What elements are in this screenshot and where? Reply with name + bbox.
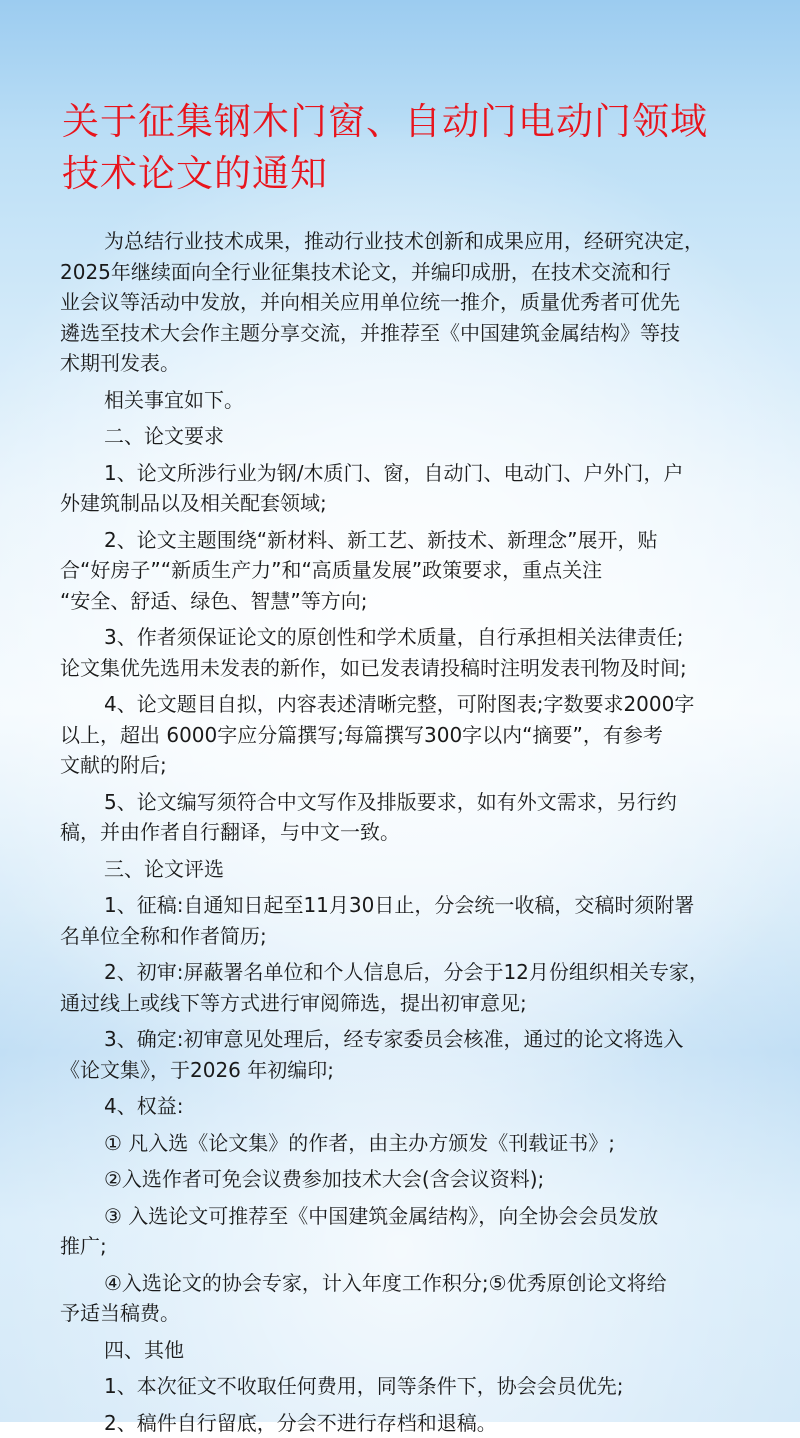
paragraph-line: 论文集优先选用未发表的新作，如已发表请投稿时注明发表刊物及时间; [60, 653, 760, 684]
paragraph-line: 2、稿件自行留底，分会不进行存档和退稿。 [60, 1408, 760, 1438]
paragraph-line: 推广; [60, 1231, 760, 1262]
body-paragraph [60, 890, 760, 951]
body-paragraph [60, 787, 760, 848]
body-paragraph [60, 525, 760, 617]
paragraph-line: 合“好房子”“新质生产力”和“高质量发展”政策要求，重点关注 [60, 555, 760, 586]
body-paragraph [60, 957, 760, 1018]
body-paragraph [60, 1091, 760, 1122]
paragraph-line: ④入选论文的协会专家，计入年度工作积分;⑤优秀原创论文将给 [60, 1268, 760, 1299]
body-paragraph [60, 458, 760, 519]
body-paragraph [60, 1164, 760, 1195]
paragraph-line: 1、征稿:自通知日起至11月30日止，分会统一收稿，交稿时须附署 [60, 890, 760, 921]
body-paragraph [60, 1335, 760, 1366]
body-paragraph [60, 1024, 760, 1085]
paragraph-line: 为总结行业技术成果，推动行业技术创新和成果应用，经研究决定， [60, 226, 760, 257]
paragraph-line: 5、论文编写须符合中文写作及排版要求，如有外文需求，另行约 [60, 787, 760, 818]
body-paragraph [60, 1201, 760, 1262]
paragraph-line: 2、论文主题围绕“新材料、新工艺、新技术、新理念”展开，贴 [60, 525, 760, 556]
paragraph-line: 通过线上或线下等方式进行审阅筛选，提出初审意见; [60, 988, 760, 1019]
paragraph-line: 3、确定:初审意见处理后，经专家委员会核准，通过的论文将选入 [60, 1024, 760, 1055]
paragraph-line: 名单位全称和作者简历; [60, 921, 760, 952]
paragraph-line: 4、论文题目自拟，内容表述清晰完整，可附图表;字数要求2000字 [60, 689, 760, 720]
body-paragraph [60, 854, 760, 885]
notice-body [60, 226, 760, 1438]
title-line: 关于征集钢木门窗、自动门电动门领域 [62, 96, 762, 148]
paragraph-line: 二、论文要求 [60, 421, 760, 452]
body-paragraph [60, 689, 760, 781]
paragraph-line: 业会议等活动中发放，并向相关应用单位统一推介，质量优秀者可优先 [60, 287, 760, 318]
paragraph-line: ②入选作者可免会议费参加技术大会(含会议资料); [60, 1164, 760, 1195]
body-paragraph [60, 1371, 760, 1402]
paragraph-line: 相关事宜如下。 [60, 385, 760, 416]
paragraph-line: 外建筑制品以及相关配套领域; [60, 488, 760, 519]
paragraph-line: 3、作者须保证论文的原创性和学术质量，自行承担相关法律责任; [60, 622, 760, 653]
body-paragraph [60, 1268, 760, 1329]
paragraph-line: 4、权益: [60, 1091, 760, 1122]
paragraph-line: 文献的附后; [60, 750, 760, 781]
paragraph-line: 1、论文所涉行业为钢/木质门、窗，自动门、电动门、户外门，户 [60, 458, 760, 489]
paragraph-line: 四、其他 [60, 1335, 760, 1366]
paragraph-line: 2025年继续面向全行业征集技术论文，并编印成册，在技术交流和行 [60, 257, 760, 288]
paragraph-line: 予适当稿费。 [60, 1298, 760, 1329]
paragraph-line: 1、本次征文不收取任何费用，同等条件下，协会会员优先; [60, 1371, 760, 1402]
body-paragraph [60, 1408, 760, 1438]
paragraph-line: “安全、舒适、绿色、智慧”等方向; [60, 586, 760, 617]
paragraph-line: 稿，并由作者自行翻译，与中文一致。 [60, 817, 760, 848]
notice-title [62, 96, 762, 200]
paragraph-line: 遴选至技术大会作主题分享交流，并推荐至《中国建筑金属结构》等技 [60, 318, 760, 349]
title-line: 技术论文的通知 [62, 148, 762, 200]
paragraph-line: 三、论文评选 [60, 854, 760, 885]
paragraph-line: 以上，超出 6000字应分篇撰写;每篇撰写300字以内“摘要”，有参考 [60, 720, 760, 751]
paragraph-line: ① 凡入选《论文集》的作者，由主办方颁发《刊载证书》; [60, 1128, 760, 1159]
body-paragraph [60, 1128, 760, 1159]
paragraph-line: 2、初审:屏蔽署名单位和个人信息后，分会于12月份组织相关专家， [60, 957, 760, 988]
body-paragraph [60, 226, 760, 379]
body-paragraph [60, 385, 760, 416]
body-paragraph [60, 421, 760, 452]
paragraph-line: ③ 入选论文可推荐至《中国建筑金属结构》，向全协会会员发放 [60, 1201, 760, 1232]
paragraph-line: 术期刊发表。 [60, 348, 760, 379]
body-paragraph [60, 622, 760, 683]
paragraph-line: 《论文集》，于2026 年初编印; [60, 1055, 760, 1086]
